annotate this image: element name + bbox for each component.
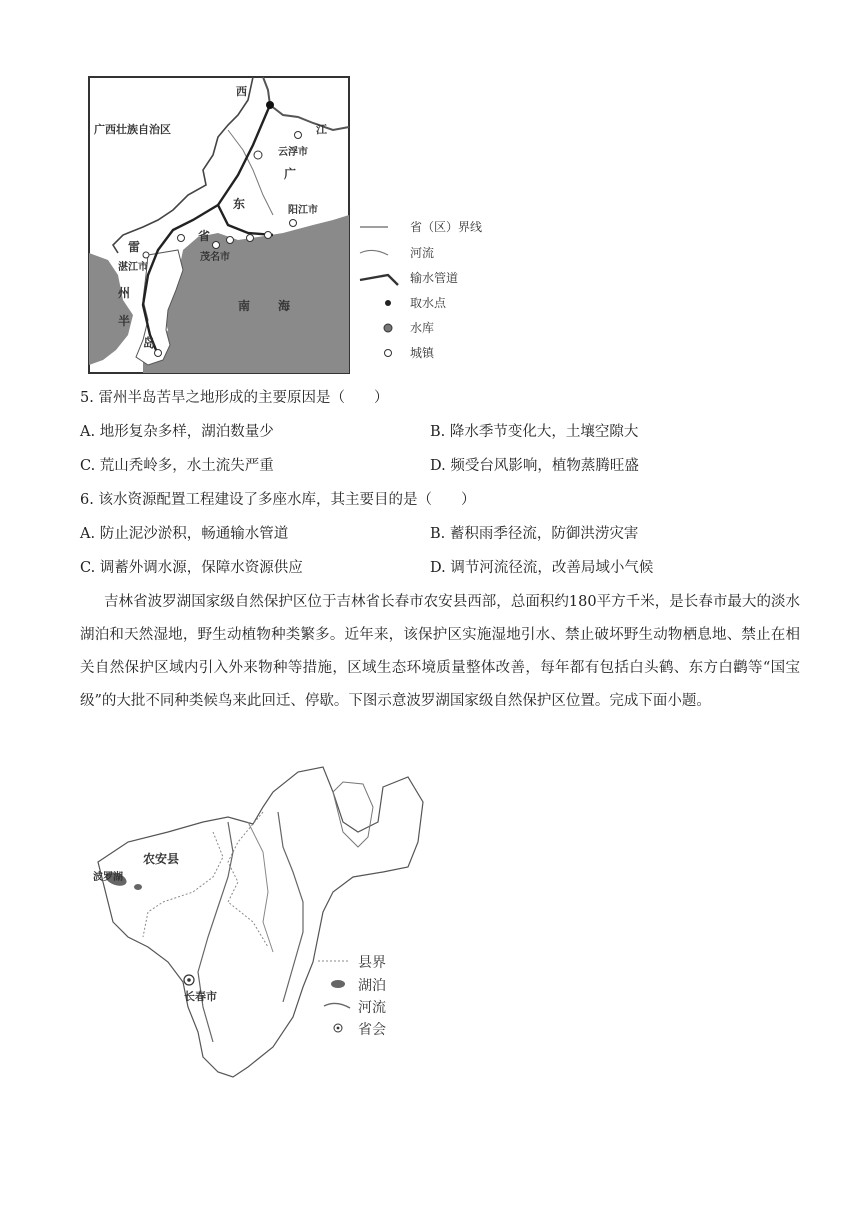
map2-legend: [318, 955, 386, 1038]
legend-label: 取水点: [410, 296, 447, 310]
capital-icon-dot: [187, 978, 191, 982]
legend-label: 水库: [410, 321, 435, 335]
question-5-option-a: A. 地形复杂多样，湖泊数量少: [80, 424, 274, 440]
label-boluohu: 波罗湖: [93, 872, 123, 883]
legend-label: 输水管道: [410, 271, 459, 285]
question-5-option-b: B. 降水季节变化大，土壤空隙大: [430, 424, 639, 440]
town-icon: [290, 220, 297, 227]
label-sheng: 省: [198, 229, 211, 243]
legend-label: 省（区）界线: [410, 220, 483, 234]
passage-text: 吉林省波罗湖国家级自然保护区位于吉林省长春市农安县西部，总面积约180平方千米，是长春市最大的淡水湖泊和天然湿地，野生动植物种类繁多。近年来，该保护区实施湿地引水、禁止破坏野生动物栖息地、禁止在相关自然保护区域内引入外来物种等措施，区域生态环境质量整体改善，每年都有包括白头鹤、东方白鹳等“国宝级”的大批不同种类候鸟来此回迁、停歇。下图示意波罗湖国家级自然保护区位置。完成下面小题。: [80, 594, 800, 709]
label-ban: 半: [118, 314, 131, 328]
label-lei: 雷: [128, 240, 141, 254]
map1-legend: [360, 219, 482, 360]
reservoir-icon: [178, 235, 185, 242]
lake-small: [134, 884, 142, 890]
label-hai: 海: [278, 299, 291, 313]
reservoir-icon: [227, 237, 234, 244]
town-icon: [213, 242, 220, 249]
label-maoming: 茂名市: [200, 252, 230, 263]
question-5-stem: 5. 雷州半岛苦旱之地形成的主要原因是（ ）: [80, 390, 389, 406]
passage: [80, 586, 800, 718]
reservoir-icon: [384, 324, 392, 332]
town-icon: [295, 132, 302, 139]
map1-figure: [88, 75, 548, 375]
capital-icon-dot: [337, 1027, 340, 1030]
reservoir-icon: [247, 235, 254, 242]
legend-label: 湖泊: [358, 978, 386, 994]
map2-container: [88, 762, 428, 1082]
legend-label: 河流: [358, 1000, 386, 1016]
map1-container: [88, 75, 548, 375]
question-6-option-c: C. 调蓄外调水源，保障水资源供应: [80, 560, 303, 576]
question-6-option-a: A. 防止泥沙淤积，畅通输水管道: [80, 526, 289, 542]
label-jiang: 江: [316, 123, 327, 136]
question-5-option-c: C. 荒山秃岭多，水土流失严重: [80, 458, 274, 474]
lake-icon: [331, 980, 345, 988]
town-icon: [143, 252, 149, 258]
legend-label: 河流: [410, 246, 435, 260]
question-6-option-d: D. 调节河流径流，改善局域小气候: [430, 560, 654, 576]
label-guangxi: 广西壮族自治区: [94, 123, 171, 136]
river-icon: [360, 250, 388, 255]
question-6-option-b: B. 蓄积雨季径流，防御洪涝灾害: [430, 526, 639, 542]
label-zhou: 州: [118, 286, 131, 300]
label-dao: 岛: [143, 336, 156, 350]
legend-label: 城镇: [410, 346, 435, 360]
legend-label: 县界: [358, 955, 386, 971]
question-6-stem: 6. 该水资源配置工程建设了多座水库，其主要目的是（ ）: [80, 492, 476, 508]
label-yunfu: 云浮市: [278, 147, 308, 158]
label-nan: 南: [238, 299, 251, 313]
town-icon: [385, 350, 392, 357]
label-dong: 东: [233, 197, 246, 211]
label-guang: 广: [284, 167, 297, 181]
label-yangjiang: 阳江市: [288, 205, 318, 216]
label-changchun: 长春市: [184, 990, 217, 1003]
label-nongan: 农安县: [143, 852, 180, 866]
intake-point-icon: [266, 101, 274, 109]
reservoir-icon: [254, 151, 262, 159]
map2-figure: [88, 762, 428, 1082]
label-xi: 西: [236, 85, 247, 98]
label-zhanjiang: 湛江市: [118, 262, 148, 273]
reservoir-icon: [155, 350, 162, 357]
reservoir-icon: [265, 232, 272, 239]
intake-point-icon: [385, 300, 391, 306]
river-icon: [324, 1003, 350, 1008]
pipeline-icon: [360, 275, 398, 285]
question-5-option-d: D. 频受台风影响，植物蒸腾旺盛: [430, 458, 639, 474]
legend-label: 省会: [358, 1022, 386, 1038]
